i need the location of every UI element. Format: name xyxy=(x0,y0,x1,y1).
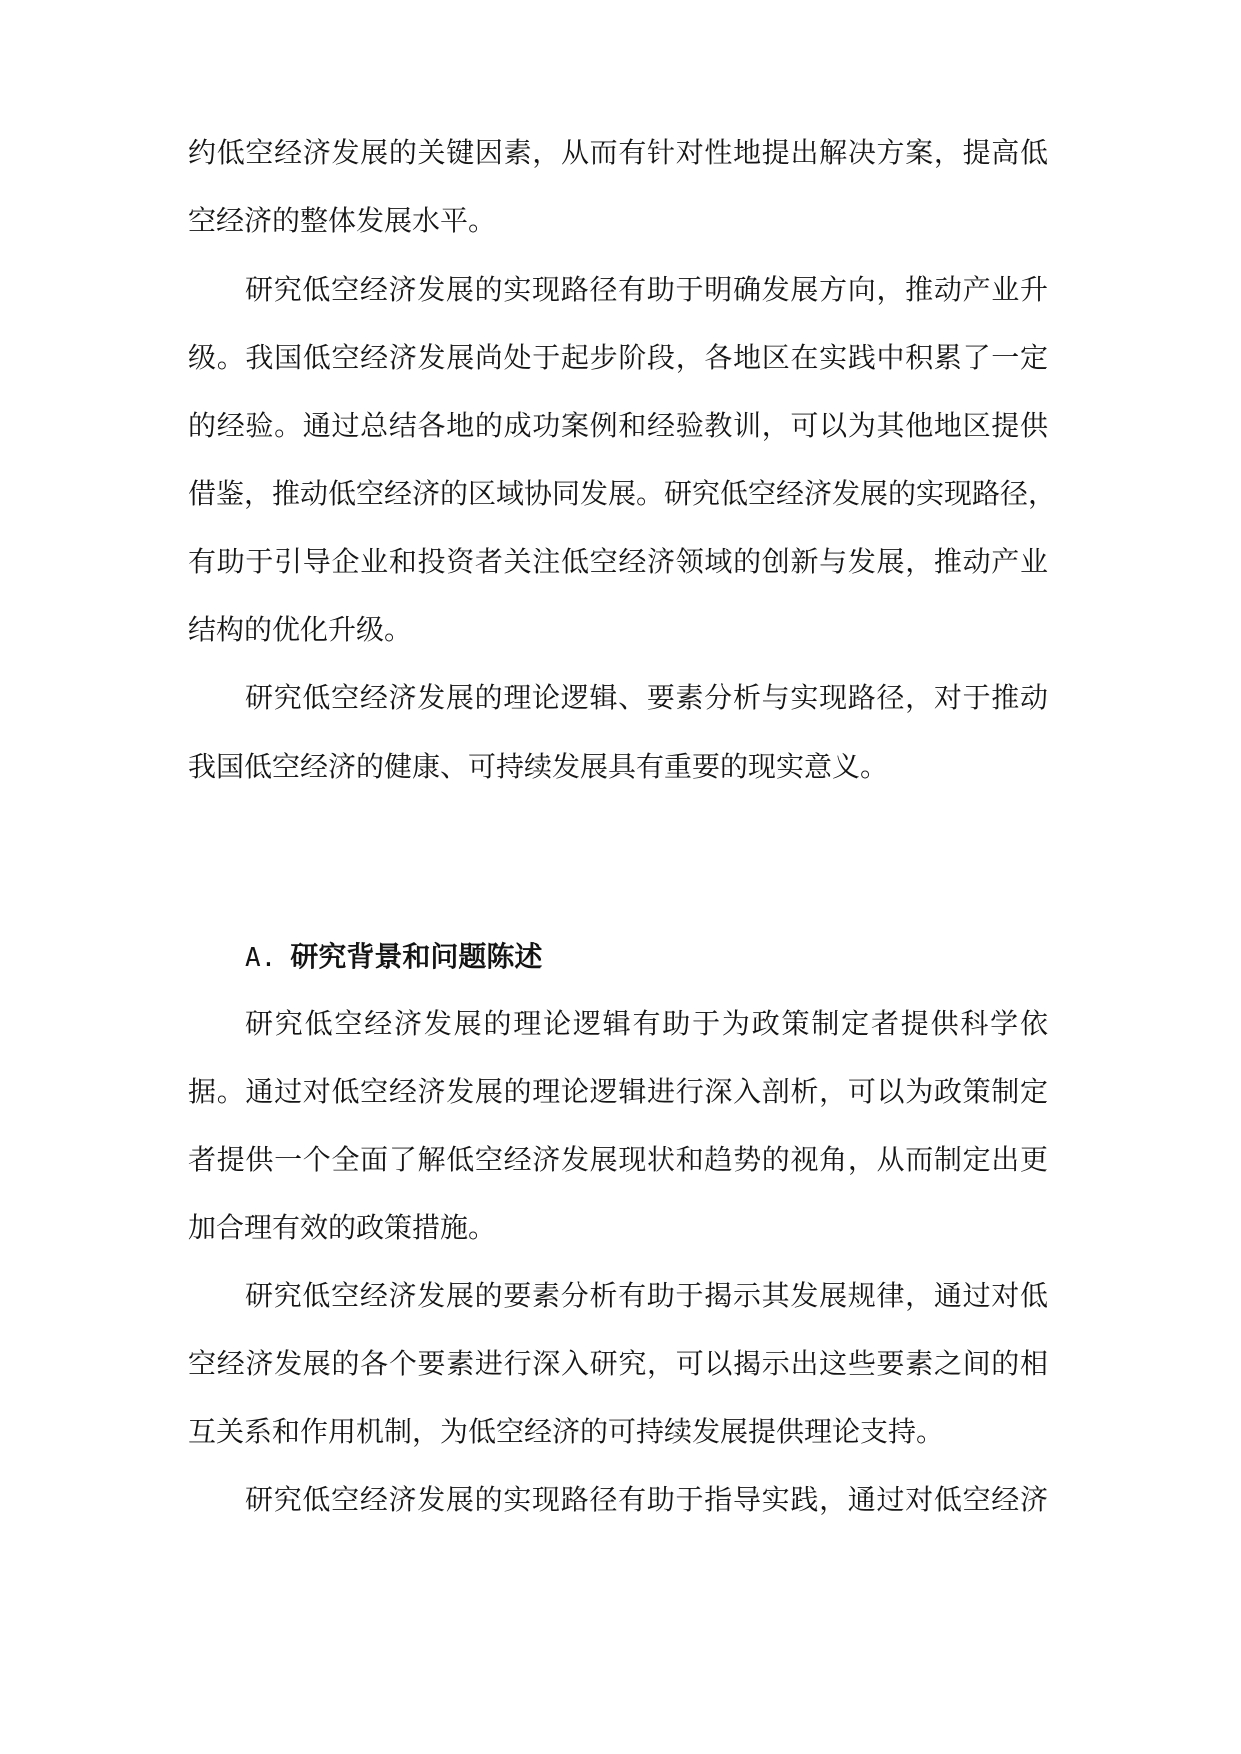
section-heading xyxy=(245,937,542,977)
paragraph-line: 研究低空经济发展的实现路径有助于指导实践，通过对低空经济 xyxy=(245,1483,1048,1516)
section-title: 研究背景和问题陈述 xyxy=(290,940,543,973)
paragraph-line: 我国低空经济的健康、可持续发展具有重要的现实意义。 xyxy=(188,750,889,783)
paragraph-line: 研究低空经济发展的实现路径有助于明确发展方向，推动产业升 xyxy=(245,273,1048,306)
paragraph-line: 约低空经济发展的关键因素，从而有针对性地提出解决方案，提高低 xyxy=(188,136,1048,169)
paragraph-line: 据。通过对低空经济发展的理论逻辑进行深入剖析，可以为政策制定 xyxy=(188,1075,1048,1108)
paragraph-line: 的经验。通过总结各地的成功案例和经验教训，可以为其他地区提供 xyxy=(188,409,1048,442)
paragraph-line: 者提供一个全面了解低空经济发展现状和趋势的视角，从而制定出更 xyxy=(188,1143,1048,1176)
paragraph-line: 研究低空经济发展的理论逻辑、要素分析与实现路径，对于推动 xyxy=(245,681,1048,714)
paragraph-line: 空经济发展的各个要素进行深入研究，可以揭示出这些要素之间的相 xyxy=(188,1347,1048,1380)
paragraph-line: 借鉴，推动低空经济的区域协同发展。研究低空经济发展的实现路径， xyxy=(188,477,1057,510)
paragraph-line: 研究低空经济发展的要素分析有助于揭示其发展规律，通过对低 xyxy=(245,1279,1048,1312)
paragraph-line: 结构的优化升级。 xyxy=(188,613,413,646)
paragraph-line: 互关系和作用机制，为低空经济的可持续发展提供理论支持。 xyxy=(188,1415,945,1448)
paragraph-line: 加合理有效的政策措施。 xyxy=(188,1211,497,1244)
section-number: A. xyxy=(245,943,277,973)
paragraph-line: 空经济的整体发展水平。 xyxy=(188,204,497,237)
paragraph-line: 研究低空经济发展的理论逻辑有助于为政策制定者提供科学依 xyxy=(245,1007,1048,1040)
paragraph-line: 级。我国低空经济发展尚处于起步阶段，各地区在实践中积累了一定 xyxy=(188,341,1048,374)
paragraph-line: 有助于引导企业和投资者关注低空经济领域的创新与发展，推动产业 xyxy=(188,545,1048,578)
